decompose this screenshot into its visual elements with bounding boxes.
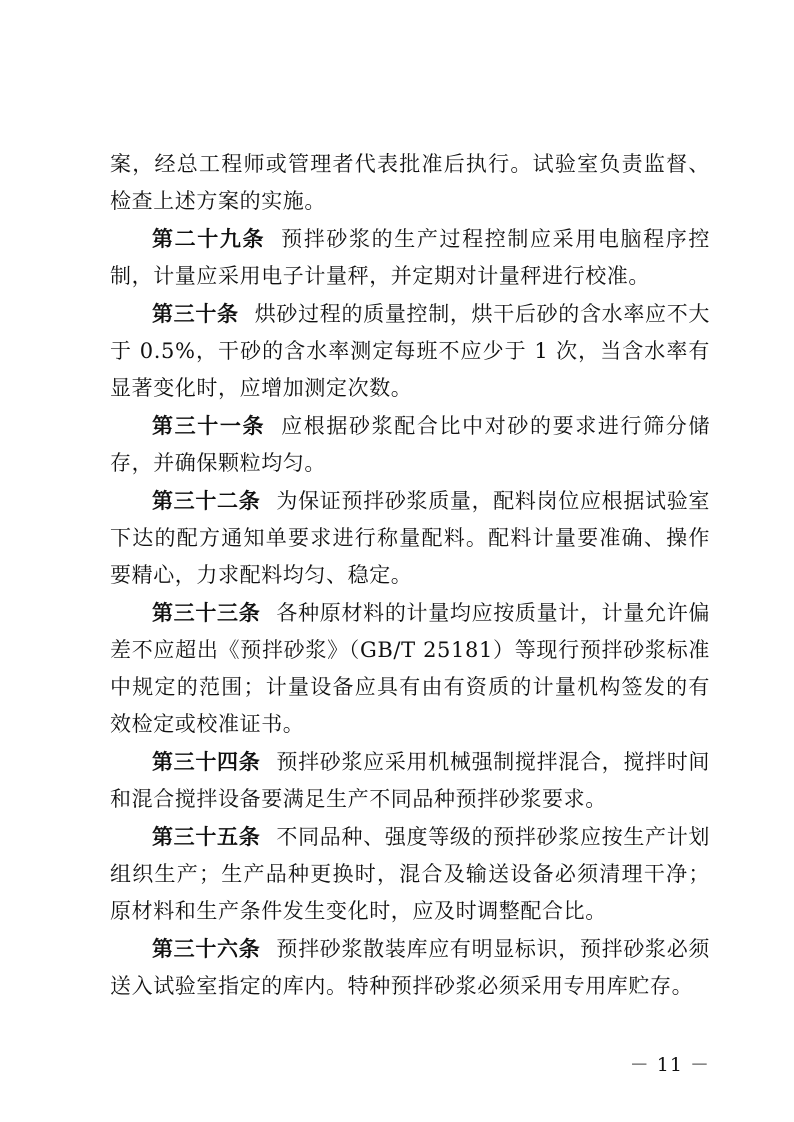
article-text: 预拌砂浆散装库应有明显标识，预拌砂浆必须送入试验室指定的库内。特种预拌砂浆必须采用专用库贮存。 [110, 937, 711, 998]
article-heading: 第三十五条 [152, 824, 261, 849]
article-heading: 第三十一条 [152, 413, 266, 438]
article-text: 各种原材料的计量均应按质量计，计量允许偏差不应超出《预拌砂浆》（GB/T 25181）等现行预拌砂浆标准中规定的范围；计量设备应具有由有资质的计量机构签发的有效检定或校准证书。 [110, 601, 711, 736]
article-heading: 第三十四条 [152, 749, 261, 774]
article-text: 预拌砂浆的生产过程控制应采用电脑程序控制，计量应采用电子计量秤，并定期对计量秤进行校准。 [110, 227, 711, 288]
article-heading: 第三十条 [152, 301, 239, 326]
paragraph-text: 案，经总工程师或管理者代表批准后执行。试验室负责监督、检查上述方案的实施。 [110, 152, 710, 213]
article-text: 不同品种、强度等级的预拌砂浆应按生产计划组织生产；生产品种更换时，混合及输送设备必须清理干净；原材料和生产条件发生变化时，应及时调整配合比。 [110, 825, 711, 923]
article-heading: 第三十三条 [152, 600, 261, 625]
article-29 [110, 220, 710, 295]
article-30 [110, 295, 710, 407]
article-text: 烘砂过程的质量控制，烘干后砂的含水率应不大于 0.5%，干砂的含水率测定每班不应少于 1 次，当含水率有显著变化时，应增加测定次数。 [110, 302, 710, 400]
document-body [110, 146, 710, 1005]
article-36 [110, 930, 710, 1005]
article-heading: 第三十六条 [152, 936, 261, 961]
article-text: 预拌砂浆应采用机械强制搅拌混合，搅拌时间和混合搅拌设备要满足生产不同品种预拌砂浆要求。 [110, 750, 711, 811]
article-32 [110, 482, 710, 594]
article-text: 应根据砂浆配合比中对砂的要求进行筛分储存，并确保颗粒均匀。 [110, 414, 711, 475]
paragraph-continued [110, 146, 710, 220]
article-heading: 第三十二条 [152, 488, 261, 513]
article-text: 为保证预拌砂浆质量，配料岗位应根据试验室下达的配方通知单要求进行称量配料。配料计量要准确、操作要精心，力求配料均匀、稳定。 [110, 489, 711, 587]
page-number: － 11 － [629, 1054, 710, 1076]
article-33 [110, 594, 710, 743]
article-34 [110, 743, 710, 818]
article-35 [110, 818, 710, 930]
article-31 [110, 407, 710, 482]
article-heading: 第二十九条 [152, 226, 266, 251]
